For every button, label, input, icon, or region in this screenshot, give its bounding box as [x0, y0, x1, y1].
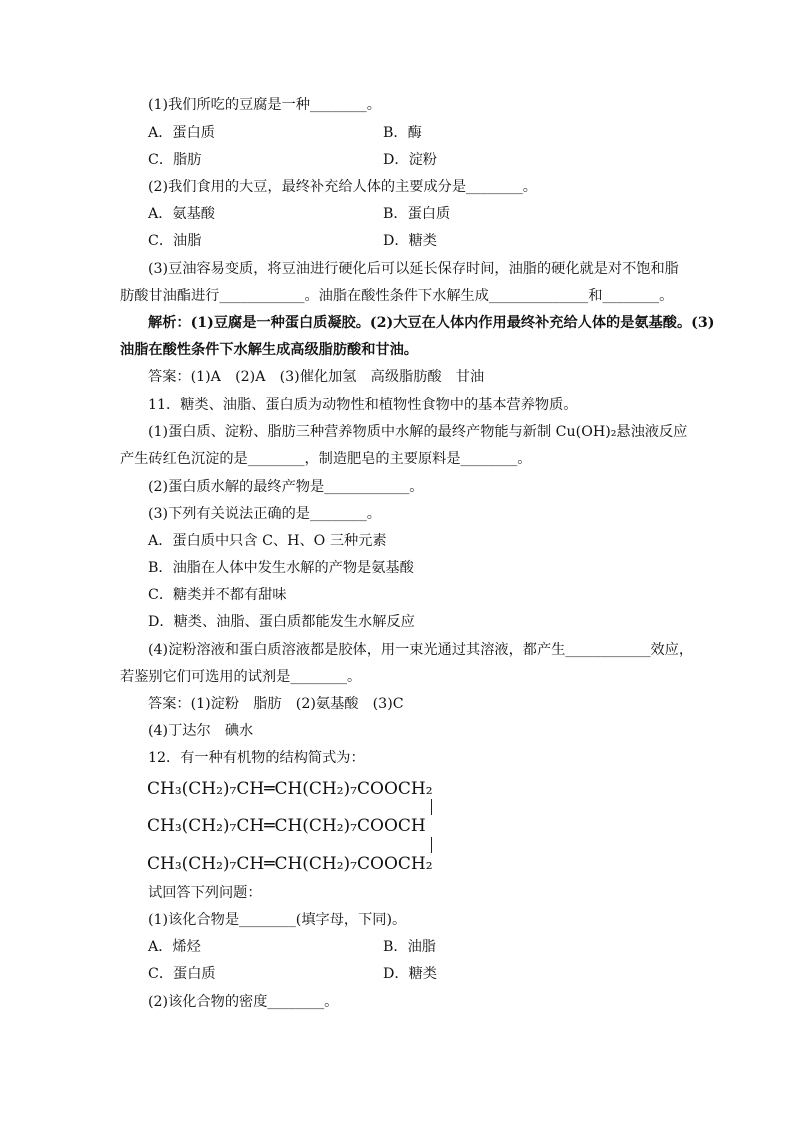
q12-part2: (2)该化合物的密度________。	[148, 994, 339, 1010]
q3-stem-line1: (3)豆油容易变质，将豆油进行硬化后可以延长保存时间，油脂的硬化就是对不饱和脂	[148, 261, 679, 277]
formula-line3: CH₃(CH₂)₇CH═CH(CH₂)₇COOCH₂	[147, 854, 433, 874]
q2-option-a: A．氨基酸	[148, 206, 215, 222]
q11-part3: (3)下列有关说法正确的是________。	[148, 506, 381, 522]
analysis-line2: 油脂在酸性条件下水解生成高级脂肪酸和甘油。	[120, 342, 418, 358]
q11-title: 11．糖类、油脂、蛋白质为动物性和植物性食物中的基本营养物质。	[148, 397, 578, 413]
q2-option-d: D．糖类	[383, 233, 437, 249]
q12-part1: (1)该化合物是________(填字母，下同)。	[148, 912, 407, 928]
q11-part1-line1: (1)蛋白质、淀粉、脂肪三种营养物质中水解的最终产物能与新制 Cu(OH)₂悬浊液反应	[148, 424, 688, 440]
q11-part1-line2: 产生砖红色沉淀的是________，制造肥皂的主要原料是________。	[120, 451, 532, 467]
q11-part4-line1: (4)淀粉溶液和蛋白质溶液都是胶体，用一束光通过其溶液，都产生____________效应，	[148, 642, 694, 658]
q11-part2: (2)蛋白质水解的最终产物是____________。	[148, 479, 424, 495]
formula-line1: CH₃(CH₂)₇CH═CH(CH₂)₇COOCH₂	[147, 779, 433, 799]
q12-option-c: C．蛋白质	[148, 966, 216, 982]
q1-option-d: D．淀粉	[383, 152, 437, 168]
q2-option-b: B．蛋白质	[383, 206, 451, 222]
q1-stem: (1)我们所吃的豆腐是一种________。	[148, 97, 381, 113]
q11-option-c: C．糖类并不都有甜味	[148, 587, 287, 603]
answer-q11-line2: (4)丁达尔 碘水	[148, 723, 254, 739]
answer-q10: 答案：(1)A (2)A (3)催化加氢 高级脂肪酸 甘油	[148, 369, 485, 385]
q3-stem-line2: 肪酸甘油酯进行____________。油脂在酸性条件下水解生成______________和________。	[120, 288, 674, 304]
q11-option-a: A．蛋白质中只含 C、H、O 三种元素	[148, 533, 387, 549]
q11-option-d: D．糖类、油脂、蛋白质都能发生水解反应	[148, 614, 415, 630]
q1-option-a: A．蛋白质	[148, 125, 215, 141]
q2-option-c: C．油脂	[148, 233, 202, 249]
formula-line2: CH₃(CH₂)₇CH═CH(CH₂)₇COOCH	[147, 816, 426, 836]
formula-bond1	[431, 799, 432, 815]
q2-stem: (2)我们食用的大豆，最终补充给人体的主要成分是________。	[148, 179, 537, 195]
q12-prompt: 试回答下列问题：	[148, 885, 262, 901]
q1-option-c: C．脂肪	[148, 152, 202, 168]
analysis-line1: 解析：(1)豆腐是一种蛋白质凝胶。(2)大豆在人体内作用最终补充给人体的是氨基酸。(3)	[148, 315, 715, 331]
formula-bond2	[431, 837, 432, 853]
q1-option-b: B．酶	[383, 125, 422, 141]
q12-option-b: B．油脂	[383, 939, 436, 955]
q12-option-d: D．糖类	[383, 966, 437, 982]
q12-title: 12．有一种有机物的结构简式为：	[148, 750, 365, 766]
q12-option-a: A．烯烃	[148, 939, 201, 955]
q11-option-b: B．油脂在人体中发生水解的产物是氨基酸	[148, 560, 414, 576]
q11-part4-line2: 若鉴别它们可选用的试剂是________。	[120, 669, 362, 685]
answer-q11-line1: 答案：(1)淀粉 脂肪 (2)氨基酸 (3)C	[148, 696, 404, 712]
